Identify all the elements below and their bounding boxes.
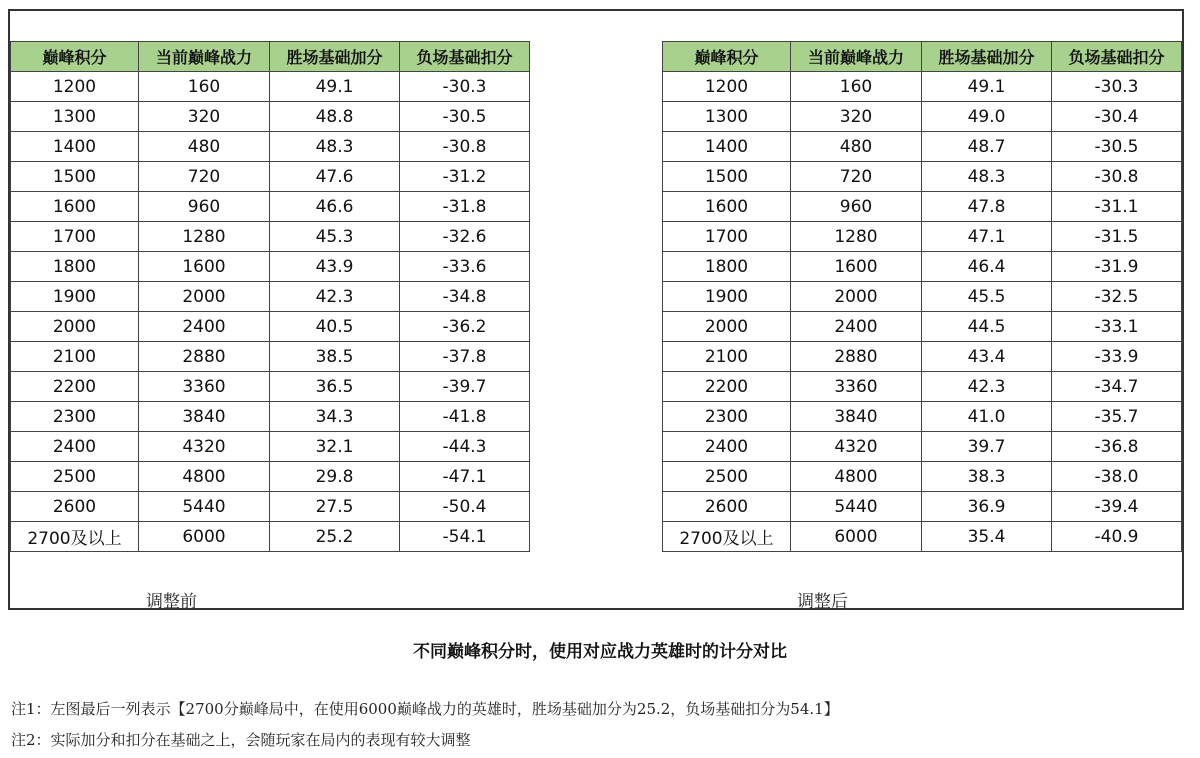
table-cell: 48.3 bbox=[922, 162, 1052, 192]
table-row bbox=[11, 492, 530, 522]
table-cell: -31.8 bbox=[400, 192, 530, 222]
table-cell: 29.8 bbox=[270, 462, 400, 492]
table-cell: 1500 bbox=[11, 162, 139, 192]
table-cell: 32.1 bbox=[270, 432, 400, 462]
table-cell: 36.9 bbox=[922, 492, 1052, 522]
table-row bbox=[663, 282, 1182, 312]
table-cell: -33.6 bbox=[400, 252, 530, 282]
table-cell: 40.5 bbox=[270, 312, 400, 342]
table-cell: -35.7 bbox=[1052, 402, 1182, 432]
table-row bbox=[663, 162, 1182, 192]
table-row bbox=[663, 102, 1182, 132]
table-row bbox=[11, 72, 530, 102]
table-cell: 3840 bbox=[791, 402, 922, 432]
table-cell: 1800 bbox=[663, 252, 791, 282]
table-cell: 1800 bbox=[11, 252, 139, 282]
table-row bbox=[11, 432, 530, 462]
table-row bbox=[11, 372, 530, 402]
table-cell: 42.3 bbox=[922, 372, 1052, 402]
table-cell: 44.5 bbox=[922, 312, 1052, 342]
table-cell: 4320 bbox=[139, 432, 270, 462]
table-cell: -30.5 bbox=[400, 102, 530, 132]
table-row bbox=[663, 252, 1182, 282]
header-cell: 负场基础扣分 bbox=[400, 42, 530, 72]
table-cell: 6000 bbox=[139, 522, 270, 552]
table-cell: 49.0 bbox=[922, 102, 1052, 132]
table-cell: 1700 bbox=[663, 222, 791, 252]
table-row bbox=[11, 222, 530, 252]
table-row bbox=[11, 282, 530, 312]
comparison-title: 不同巅峰积分时，使用对应战力英雄时的计分对比 bbox=[413, 642, 787, 662]
table-cell: 47.8 bbox=[922, 192, 1052, 222]
table-cell: 42.3 bbox=[270, 282, 400, 312]
table-row bbox=[11, 312, 530, 342]
table-row bbox=[663, 192, 1182, 222]
table-row bbox=[663, 372, 1182, 402]
table-cell: 46.4 bbox=[922, 252, 1052, 282]
table-cell: 2700及以上 bbox=[663, 522, 791, 552]
table-cell: -31.5 bbox=[1052, 222, 1182, 252]
table-cell: 48.7 bbox=[922, 132, 1052, 162]
table-cell: 2200 bbox=[11, 372, 139, 402]
table-row bbox=[663, 132, 1182, 162]
table-cell: 2100 bbox=[663, 342, 791, 372]
table-cell: -30.5 bbox=[1052, 132, 1182, 162]
table-row bbox=[663, 462, 1182, 492]
table-row bbox=[663, 522, 1182, 552]
header-cell: 胜场基础加分 bbox=[270, 42, 400, 72]
after-caption: 调整后 bbox=[797, 592, 848, 612]
table-cell: 320 bbox=[139, 102, 270, 132]
table-row bbox=[11, 402, 530, 432]
header-cell: 巅峰积分 bbox=[11, 42, 139, 72]
table-row bbox=[11, 252, 530, 282]
table-cell: -32.5 bbox=[1052, 282, 1182, 312]
table-cell: 160 bbox=[791, 72, 922, 102]
table-cell: -47.1 bbox=[400, 462, 530, 492]
table-cell: 2600 bbox=[11, 492, 139, 522]
table-cell: 320 bbox=[791, 102, 922, 132]
table-row bbox=[663, 492, 1182, 522]
table-cell: 47.1 bbox=[922, 222, 1052, 252]
table-cell: 720 bbox=[791, 162, 922, 192]
header-row bbox=[11, 42, 530, 72]
table-cell: -30.8 bbox=[1052, 162, 1182, 192]
note-2: 注2：实际加分和扣分在基础之上，会随玩家在局内的表现有较大调整 bbox=[11, 731, 471, 749]
table-cell: 2500 bbox=[663, 462, 791, 492]
table-row bbox=[663, 432, 1182, 462]
table-cell: 1600 bbox=[139, 252, 270, 282]
table-cell: 43.9 bbox=[270, 252, 400, 282]
table-cell: 720 bbox=[139, 162, 270, 192]
table-cell: -41.8 bbox=[400, 402, 530, 432]
table-cell: 49.1 bbox=[922, 72, 1052, 102]
table-cell: -36.8 bbox=[1052, 432, 1182, 462]
tables-frame bbox=[8, 9, 1184, 610]
table-cell: 1400 bbox=[11, 132, 139, 162]
table-cell: -34.8 bbox=[400, 282, 530, 312]
header-cell: 当前巅峰战力 bbox=[139, 42, 270, 72]
table-cell: 2300 bbox=[11, 402, 139, 432]
table-cell: 480 bbox=[791, 132, 922, 162]
table-cell: 2400 bbox=[791, 312, 922, 342]
table-row bbox=[11, 342, 530, 372]
table-cell: 1280 bbox=[139, 222, 270, 252]
table-row bbox=[663, 342, 1182, 372]
table-cell: -30.4 bbox=[1052, 102, 1182, 132]
table-cell: 49.1 bbox=[270, 72, 400, 102]
table-body bbox=[663, 72, 1182, 552]
table-row bbox=[663, 402, 1182, 432]
table-row bbox=[663, 312, 1182, 342]
table-cell: 25.2 bbox=[270, 522, 400, 552]
table-row bbox=[11, 522, 530, 552]
table-cell: 1900 bbox=[663, 282, 791, 312]
table-cell: 39.7 bbox=[922, 432, 1052, 462]
table-cell: -30.3 bbox=[400, 72, 530, 102]
header-cell: 巅峰积分 bbox=[663, 42, 791, 72]
table-cell: 2200 bbox=[663, 372, 791, 402]
before-caption: 调整前 bbox=[146, 592, 197, 612]
note-1: 注1：左图最后一列表示【2700分巅峰局中，在使用6000巅峰战力的英雄时，胜场基础加分为25.2，负场基础扣分为54.1】 bbox=[11, 700, 839, 718]
table-cell: 2000 bbox=[663, 312, 791, 342]
table-cell: 1300 bbox=[11, 102, 139, 132]
table-cell: -36.2 bbox=[400, 312, 530, 342]
table-cell: 2400 bbox=[663, 432, 791, 462]
table-cell: -54.1 bbox=[400, 522, 530, 552]
table-cell: 3360 bbox=[791, 372, 922, 402]
table-cell: 1280 bbox=[791, 222, 922, 252]
table-row bbox=[11, 132, 530, 162]
table-cell: 45.3 bbox=[270, 222, 400, 252]
table-cell: 47.6 bbox=[270, 162, 400, 192]
table-cell: -50.4 bbox=[400, 492, 530, 522]
table-cell: 2500 bbox=[11, 462, 139, 492]
table-cell: 34.3 bbox=[270, 402, 400, 432]
table-cell: 1300 bbox=[663, 102, 791, 132]
table-cell: 5440 bbox=[139, 492, 270, 522]
table-cell: 1400 bbox=[663, 132, 791, 162]
table-cell: 35.4 bbox=[922, 522, 1052, 552]
table-cell: 1700 bbox=[11, 222, 139, 252]
table-cell: 4800 bbox=[139, 462, 270, 492]
table-cell: 2880 bbox=[139, 342, 270, 372]
table-cell: 46.6 bbox=[270, 192, 400, 222]
table-cell: 27.5 bbox=[270, 492, 400, 522]
table-cell: 48.3 bbox=[270, 132, 400, 162]
table-cell: 1600 bbox=[11, 192, 139, 222]
table-cell: 43.4 bbox=[922, 342, 1052, 372]
table-cell: 36.5 bbox=[270, 372, 400, 402]
header-row bbox=[663, 42, 1182, 72]
table-cell: 480 bbox=[139, 132, 270, 162]
table-row bbox=[11, 192, 530, 222]
header-cell: 胜场基础加分 bbox=[922, 42, 1052, 72]
table-cell: 2000 bbox=[791, 282, 922, 312]
table-row bbox=[663, 72, 1182, 102]
table-cell: 160 bbox=[139, 72, 270, 102]
table-cell: 6000 bbox=[791, 522, 922, 552]
table-cell: 1500 bbox=[663, 162, 791, 192]
table-cell: 3840 bbox=[139, 402, 270, 432]
table-row bbox=[663, 222, 1182, 252]
table-cell: 2000 bbox=[11, 312, 139, 342]
table-cell: 2400 bbox=[139, 312, 270, 342]
after-adjustment-table bbox=[662, 41, 1182, 552]
table-cell: -37.8 bbox=[400, 342, 530, 372]
table-cell: 38.3 bbox=[922, 462, 1052, 492]
header-cell: 负场基础扣分 bbox=[1052, 42, 1182, 72]
table-cell: 1200 bbox=[663, 72, 791, 102]
table-cell: -44.3 bbox=[400, 432, 530, 462]
table-cell: -39.7 bbox=[400, 372, 530, 402]
table-row bbox=[11, 102, 530, 132]
table-cell: -30.8 bbox=[400, 132, 530, 162]
table-cell: -40.9 bbox=[1052, 522, 1182, 552]
before-adjustment-table bbox=[10, 41, 530, 552]
table-cell: 1600 bbox=[663, 192, 791, 222]
table-cell: 960 bbox=[791, 192, 922, 222]
table-cell: 2700及以上 bbox=[11, 522, 139, 552]
table-cell: 5440 bbox=[791, 492, 922, 522]
table-cell: 41.0 bbox=[922, 402, 1052, 432]
table-cell: -34.7 bbox=[1052, 372, 1182, 402]
table-cell: 2100 bbox=[11, 342, 139, 372]
header-cell: 当前巅峰战力 bbox=[791, 42, 922, 72]
table-cell: 2000 bbox=[139, 282, 270, 312]
table-cell: 3360 bbox=[139, 372, 270, 402]
table-cell: -39.4 bbox=[1052, 492, 1182, 522]
table-cell: 1900 bbox=[11, 282, 139, 312]
table-cell: 4800 bbox=[791, 462, 922, 492]
table-cell: -31.1 bbox=[1052, 192, 1182, 222]
table-row bbox=[11, 462, 530, 492]
table-cell: -38.0 bbox=[1052, 462, 1182, 492]
table-cell: -31.2 bbox=[400, 162, 530, 192]
table-cell: -31.9 bbox=[1052, 252, 1182, 282]
table-cell: 1200 bbox=[11, 72, 139, 102]
table-cell: -33.1 bbox=[1052, 312, 1182, 342]
table-cell: 4320 bbox=[791, 432, 922, 462]
table-cell: 48.8 bbox=[270, 102, 400, 132]
table-cell: 1600 bbox=[791, 252, 922, 282]
table-cell: -30.3 bbox=[1052, 72, 1182, 102]
table-cell: 2600 bbox=[663, 492, 791, 522]
table-cell: 2300 bbox=[663, 402, 791, 432]
table-cell: 38.5 bbox=[270, 342, 400, 372]
table-cell: 2880 bbox=[791, 342, 922, 372]
table-body bbox=[11, 72, 530, 552]
table-cell: 2400 bbox=[11, 432, 139, 462]
table-cell: -33.9 bbox=[1052, 342, 1182, 372]
table-cell: 960 bbox=[139, 192, 270, 222]
table-cell: -32.6 bbox=[400, 222, 530, 252]
table-row bbox=[11, 162, 530, 192]
table-cell: 45.5 bbox=[922, 282, 1052, 312]
